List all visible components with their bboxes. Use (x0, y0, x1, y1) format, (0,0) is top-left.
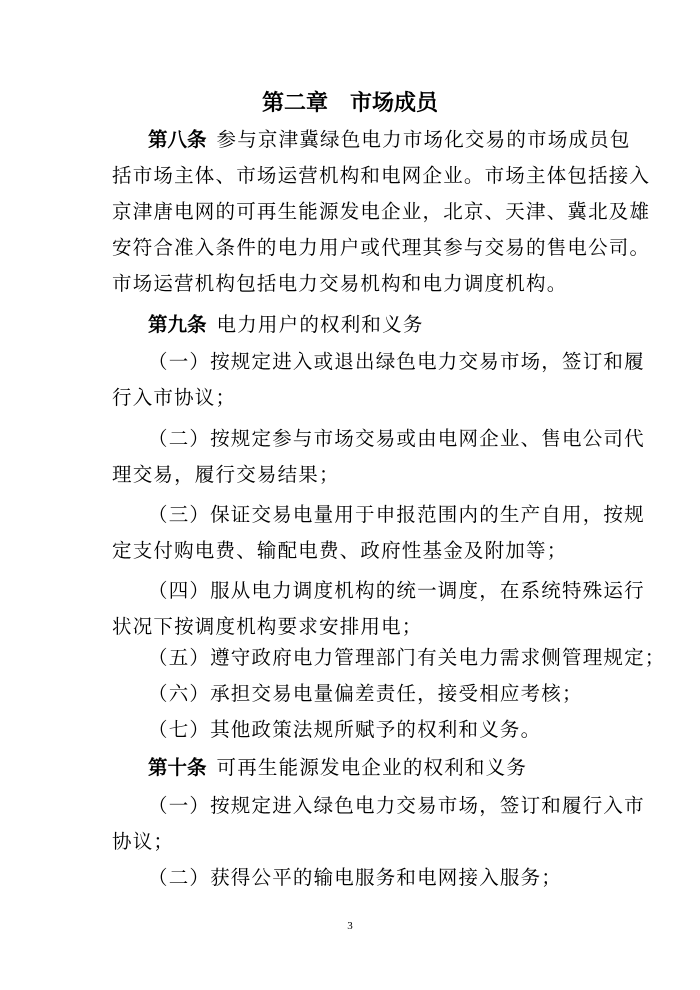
article-9-title: 电力用户的权利和义务 (216, 313, 424, 336)
page-number: 3 (347, 920, 353, 932)
article-9-item: （四）服从电力调度机构的统一调度，在系统特殊运行 (148, 579, 645, 602)
article-9-item: 状况下按调度机构要求安排用电； (112, 615, 423, 638)
article-10-item: （二）获得公平的输电服务和电网接入服务； (148, 866, 563, 889)
article-8-heading: 第八条 (148, 128, 207, 151)
article-9-item: （三）保证交易电量用于申报范围内的生产自用，按规 (148, 503, 645, 526)
article-8-text: 参与京津冀绿色电力市场化交易的市场成员包 (216, 128, 631, 151)
article-9-line (148, 307, 424, 343)
article-8-text: 括市场主体、市场运营机构和电网企业。市场主体包括接入 (112, 164, 651, 187)
article-9-item: （二）按规定参与市场交易或由电网企业、售电公司代 (148, 427, 645, 450)
article-9-item: 定支付购电费、输配电费、政府性基金及附加等； (112, 539, 568, 562)
article-9-item: （五）遵守政府电力管理部门有关电力需求侧管理规定； (148, 646, 666, 669)
article-9-item: （六）承担交易电量偏差责任，接受相应考核； (148, 682, 583, 705)
article-8-line (148, 122, 631, 158)
article-9-heading: 第九条 (148, 313, 207, 336)
article-10-line (148, 750, 527, 786)
article-10-item: 协议； (112, 830, 175, 853)
article-8-text: 京津唐电网的可再生能源发电企业，北京、天津、冀北及雄 (112, 200, 651, 223)
article-9-item: （一）按规定进入或退出绿色电力交易市场，签订和履 (148, 350, 645, 373)
article-10-heading: 第十条 (148, 756, 207, 779)
article-10-item: （一）按规定进入绿色电力交易市场，签订和履行入市 (148, 794, 645, 817)
article-9-item: 理交易，履行交易结果； (112, 463, 340, 486)
article-9-item: （七）其他政策法规所赋予的权利和义务。 (148, 718, 542, 741)
chapter-title: 第二章 市场成员 (261, 91, 438, 116)
article-8-text: 市场运营机构包括电力交易机构和电力调度机构。 (112, 272, 568, 295)
article-10-title: 可再生能源发电企业的权利和义务 (216, 756, 528, 779)
article-9-item: 行入市协议； (112, 386, 237, 409)
article-8-text: 安符合准入条件的电力用户或代理其参与交易的售电公司。 (112, 236, 651, 259)
